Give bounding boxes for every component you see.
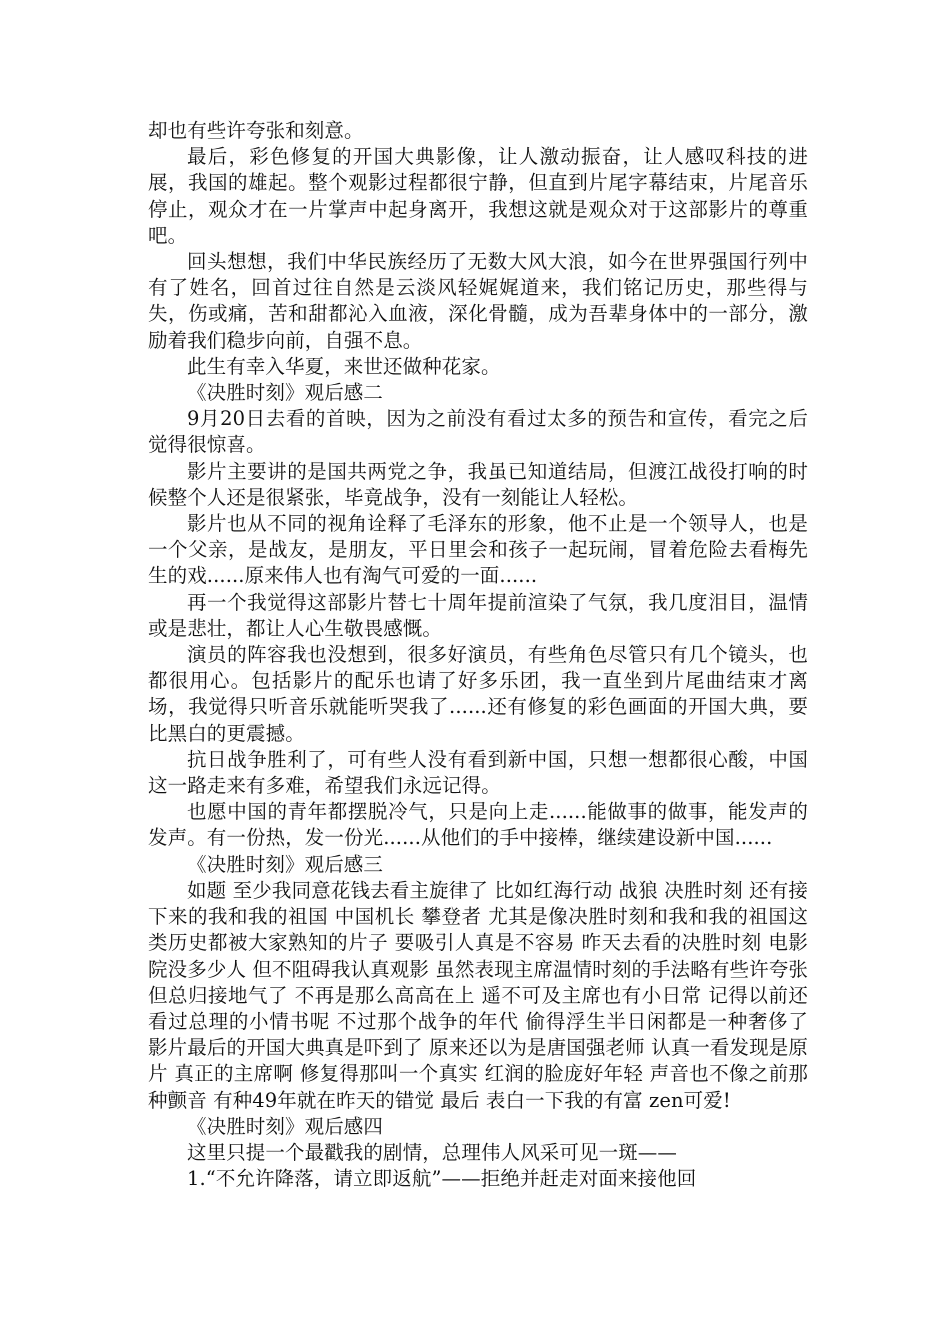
paragraph-1: 却也有些许夸张和刻意。 [148, 119, 364, 142]
paragraph-9: 演员的阵容我也没想到，很多好演员，有些角色尽管只有几个镜头，也都很用心。包括影片的配乐也请了好多乐团，我一直坐到片尾曲结束才离场，我觉得只听音乐就能听哭我了......还有修复的彩色画面的开国大典，要比黑白的更震撼。 [148, 643, 808, 745]
paragraph-13: 这里只提一个最戳我的剧情，总理伟人风采可见一斑—— [187, 1140, 678, 1164]
paragraph-4: 此生有幸入华夏，来世还做种花家。 [187, 354, 501, 378]
section-heading-3: 《决胜时刻》观后感三 [187, 852, 384, 876]
paragraph-6: 影片主要讲的是国共两党之争，我虽已知道结局，但渡江战役打响的时候整个人还是很紧张，毕竟战争，没有一刻能让人轻松。 [148, 459, 808, 509]
paragraph-14: 1.“不允许降落，请立即返航”——拒绝并赶走对面来接他回 [187, 1167, 697, 1191]
section-heading-4: 《决胜时刻》观后感四 [187, 1114, 384, 1138]
paragraph-7: 影片也从不同的视角诠释了毛泽东的形象，他不止是一个领导人，也是一个父亲，是战友，是朋友，平日里会和孩子一起玩闹，冒着危险去看梅先生的戏......原来伟人也有淘气可爱的一面...... [148, 512, 808, 588]
paragraph-11: 也愿中国的青年都摆脱冷气，只是向上走......能做事的做事，能发声的发声。有一份热，发一份光......从他们的手中接棒，继续建设新中国...... [148, 800, 808, 850]
paragraph-12: 如题 至少我同意花钱去看主旋律了 比如红海行动 战狼 决胜时刻 还有接下来的我和我的祖国 中国机长 攀登者 尤其是像决胜时刻和我和我的祖国这类历史都被大家熟知的片子 要吸引人真是不容易 昨天去看的决胜时刻 电影院没多少人 但不阻碍我认真观影 虽然表现主席温情时刻的手法略有些许夸张 但总归接地气了 不再是那么高高在上 遥不可及主席也有小日常 记得以前还看过总理的小情书呢 不过那个战争的年代 偷得浮生半日闲都是一种奢侈了 影片最后的开国大典真是吓到了 原来还以为是唐国强老师 认真一看发现是原片 真正的主席啊 修复得那叫一个真实 红润的脸庞好年轻 声音也不像之前那种颤音 有种49年就在昨天的错觉 最后 表白一下我的有富 zen可爱! [148, 878, 808, 1112]
paragraph-5: 9月20日去看的首映，因为之前没有看过太多的预告和宣传，看完之后觉得很惊喜。 [148, 407, 808, 457]
paragraph-8: 再一个我觉得这部影片替七十周年提前渲染了气氛，我几度泪目，温情或是悲壮，都让人心生敬畏感慨。 [148, 590, 808, 640]
section-heading-2: 《决胜时刻》观后感二 [187, 381, 384, 405]
document-page [148, 118, 808, 1192]
paragraph-10: 抗日战争胜利了，可有些人没有看到新中国，只想一想都很心酸，中国这一路走来有多难，希望我们永远记得。 [148, 747, 808, 798]
paragraph-3: 回头想想，我们中华民族经历了无数大风大浪，如今在世界强国行列中有了姓名，回首过往自然是云淡风轻娓娓道来，我们铭记历史，那些得与失，伤或痛，苦和甜都沁入血液，深化骨髓，成为吾辈身体中的一部分，激励着我们稳步向前，自强不息。 [148, 250, 808, 352]
paragraph-2: 最后，彩色修复的开国大典影像，让人激动振奋，让人感叹科技的进展，我国的雄起。整个观影过程都很宁静，但直到片尾字幕结束，片尾音乐停止，观众才在一片掌声中起身离开，我想这就是观众对于这部影片的尊重吧。 [148, 145, 808, 247]
